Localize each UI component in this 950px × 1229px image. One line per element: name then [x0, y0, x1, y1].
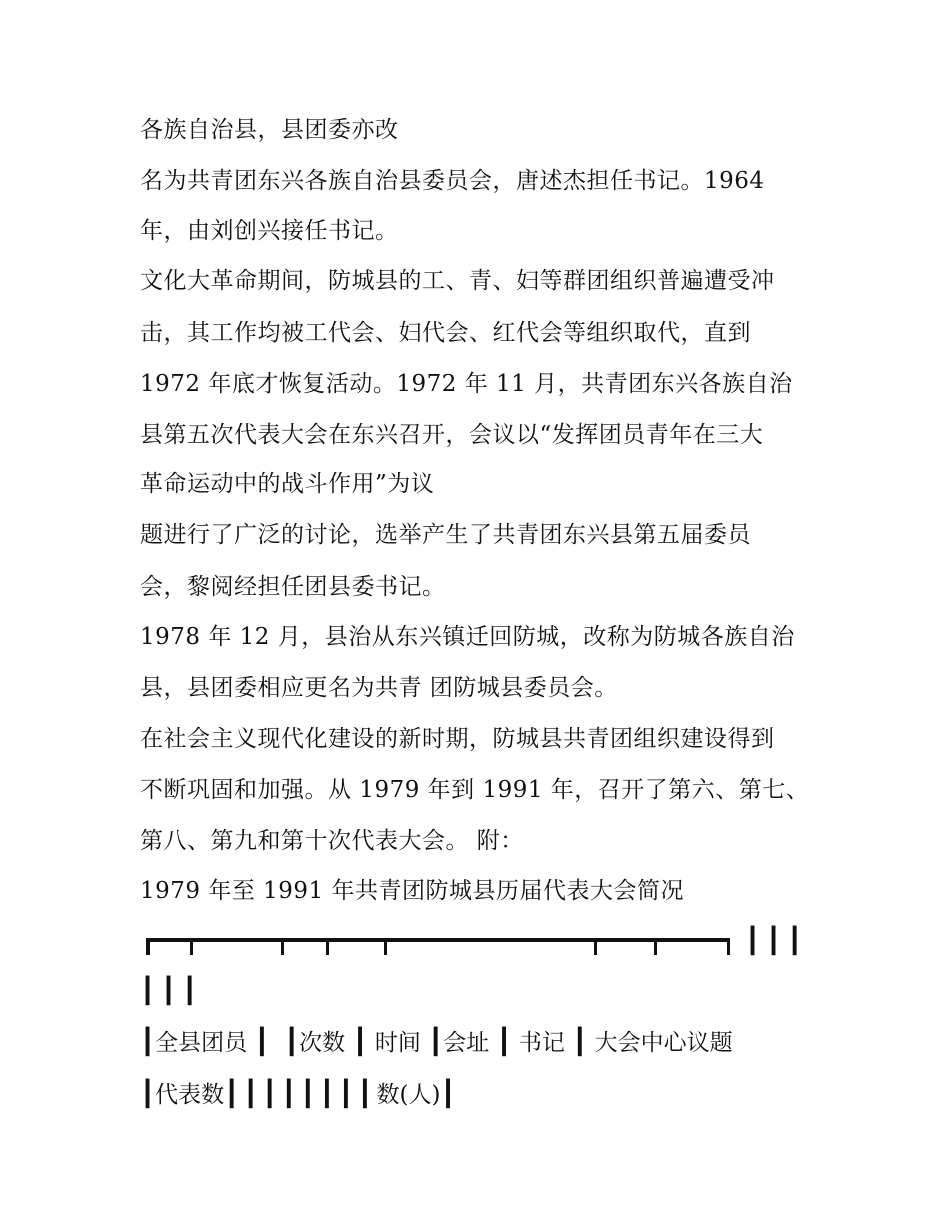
cell-separator: ┃: [352, 1027, 368, 1056]
text-line-12: 县，县团委相应更名为共青 团防城县委员会。: [140, 675, 618, 701]
text-line-8: 革命运动中的战斗作用”为议: [140, 471, 435, 497]
table-border-bars-row2: ┃┃┃: [140, 976, 204, 1005]
text-line-3: 年，由刘创兴接任书记。: [140, 218, 399, 244]
text-line-5: 击，其工作均被工代会、妇代会、红代会等组织取代，直到: [140, 320, 751, 346]
text-line-14: 不断巩固和加强。从 1979 年到 1991 年，召开了第六、第七、: [140, 777, 810, 803]
table-top-border: [140, 927, 820, 967]
header-count-persons: 数(人): [376, 1082, 441, 1108]
header-session: 次数: [299, 1030, 346, 1056]
header-time: 时间: [374, 1030, 421, 1056]
text-line-11: 1978 年 12 月，县治从东兴镇迁回防城，改称为防城各族自治: [140, 624, 795, 650]
cell-separator: ┃: [284, 1027, 300, 1056]
header-total-members: 全县团员: [155, 1030, 248, 1056]
table-header-row-1: [140, 1025, 733, 1060]
table-caption: 1979 年至 1991 年共青团防城县历届代表大会简况: [140, 878, 684, 904]
text-line-2: 名为共青团东兴各族自治县委员会，唐述杰担任书记。1964: [140, 168, 765, 194]
table-border-bars-right: ┃┃┃: [745, 926, 809, 955]
text-line-4: 文化大革命期间，防城县的工、青、妇等群团组织普遍遭受冲: [140, 268, 775, 294]
header-delegates: 代表数: [155, 1082, 225, 1108]
cell-separator: ┃: [496, 1027, 512, 1056]
table-header-row-2: [140, 1077, 456, 1112]
text-line-9: 题进行了广泛的讨论，选举产生了共青团东兴县第五届委员: [140, 522, 751, 548]
header-secretary: 书记: [518, 1030, 565, 1056]
cell-separator: ┃: [254, 1027, 270, 1056]
cell-separators-group: ┃┃┃┃┃┃┃┃: [224, 1079, 377, 1108]
cell-separator: ┃: [428, 1027, 444, 1056]
text-line-10: 会，黎阅经担任团县委书记。: [140, 574, 446, 600]
text-line-1: 各族自治县，县团委亦改: [140, 117, 399, 143]
header-venue: 会址: [443, 1030, 490, 1056]
cell-separator: ┃: [572, 1027, 588, 1056]
cell-separator: ┃: [440, 1079, 456, 1108]
cell-separator: ┃: [140, 1079, 156, 1108]
text-line-15: 第八、第九和第十次代表大会。 附：: [140, 828, 524, 854]
cell-separator: ┃: [140, 1027, 156, 1056]
header-central-topic: 大会中心议题: [594, 1030, 733, 1056]
text-line-6: 1972 年底才恢复活动。1972 年 11 月，共青团东兴各族自治: [140, 371, 793, 397]
text-line-7: 县第五次代表大会在东兴召开，会议以“发挥团员青年在三大: [140, 422, 764, 448]
text-line-13: 在社会主义现代化建设的新时期，防城县共青团组织建设得到: [140, 726, 775, 752]
